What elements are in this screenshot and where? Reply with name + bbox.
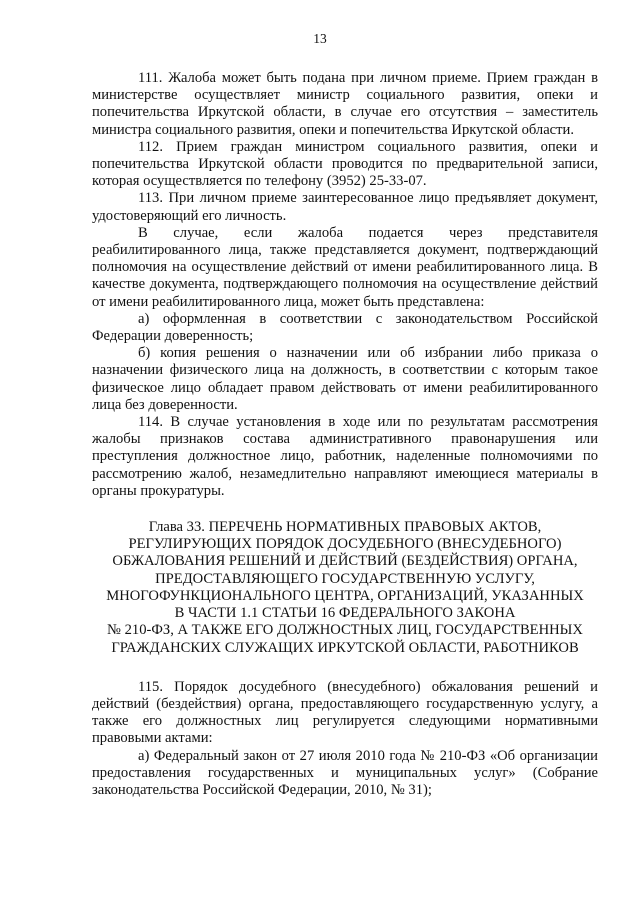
heading-line: ПРЕДОСТАВЛЯЮЩЕГО ГОСУДАРСТВЕННУЮ УСЛУГУ,: [155, 570, 535, 587]
paragraph-114: 114. В случае установления в ходе или по результатам рассмотрения жалобы признаков состава административного правонарушения или преступления должностное лицо, работник, наделенные полномочиями по рассмотрению жалоб, незамедлительно направляют имеющиеся материалы в органы прокуратуры.: [92, 414, 598, 499]
heading-line: В ЧАСТИ 1.1 СТАТЬИ 16 ФЕДЕРАЛЬНОГО ЗАКОНА: [174, 605, 516, 622]
heading-line: № 210-ФЗ, А ТАКЖЕ ЕГО ДОЛЖНОСТНЫХ ЛИЦ, ГОСУДАРСТВЕННЫХ: [107, 622, 583, 639]
paragraph-112: 112. Прием граждан министром социального развития, опеки и попечительства Иркутской области проводится по предварительной записи, которая осуществляется по телефону (3952) 25-33-07.: [92, 138, 598, 190]
paragraph-representative: В случае, если жалоба подается через представителя реабилитированного лица, также представляется документ, подтверждающий полномочия на осуществление действий от имени реабилитированного лица. В качестве документа, подтверждающего полномочия на осуществление действий от имени реабилитированного лица, может быть представлена:: [92, 224, 598, 310]
document-body: [92, 70, 598, 799]
paragraph-115: 115. Порядок досудебного (внесудебного) обжалования решений и действий (бездействия) органа, предоставляющего государственную услугу, а также его должностных лиц регулируется следующими нормативными правовыми актами:: [92, 678, 598, 747]
paragraph-item-b-decision-copy: б) копия решения о назначении или об избрании либо приказа о назначении физического лица на должность, в соответствии с которым такое физическое лицо обладает правом действовать от имени реабилитированного лица без доверенности.: [92, 345, 598, 413]
chapter-33-heading: [92, 519, 598, 657]
heading-line: МНОГОФУНКЦИОНАЛЬНОГО ЦЕНТРА, ОРГАНИЗАЦИЙ, УКАЗАННЫХ: [106, 587, 584, 604]
paragraph-item-a-federal-law: а) Федеральный закон от 27 июля 2010 года № 210-ФЗ «Об организации предоставления государственных и муниципальных услуг» (Собрание законодательства Российской Федерации, 2010, № 31);: [92, 747, 598, 798]
heading-line: Глава 33. ПЕРЕЧЕНЬ НОРМАТИВНЫХ ПРАВОВЫХ АКТОВ,: [148, 519, 542, 536]
paragraph-111: 111. Жалоба может быть подана при личном приеме. Прием граждан в министерстве осуществляет министр социального развития, опеки и попечительства Иркутской области, в случае его отсутствия – заместитель министра социального развития, опеки и попечительства Иркутской области.: [92, 70, 598, 138]
heading-line: ГРАЖДАНСКИХ СЛУЖАЩИХ ИРКУТСКОЙ ОБЛАСТИ, РАБОТНИКОВ: [111, 639, 579, 656]
page-number: 13: [313, 31, 327, 46]
paragraph-113: 113. При личном приеме заинтересованное лицо предъявляет документ, удостоверяющий его личность.: [92, 190, 598, 224]
paragraph-item-a-power-of-attorney: а) оформленная в соответствии с законодательством Российской Федерации доверенность;: [92, 310, 598, 345]
heading-line: ОБЖАЛОВАНИЯ РЕШЕНИЙ И ДЕЙСТВИЙ (БЕЗДЕЙСТВИЯ) ОРГАНА,: [112, 553, 578, 570]
heading-line: РЕГУЛИРУЮЩИХ ПОРЯДОК ДОСУДЕБНОГО (ВНЕСУДЕБНОГО): [128, 536, 562, 553]
